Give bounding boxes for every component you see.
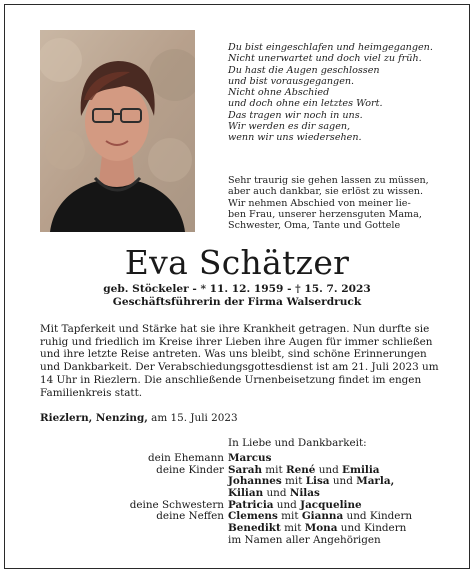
relative-name: Jacqueline [300,498,362,511]
intro-line: Wir nehmen Abschied von meiner lie- [228,197,411,209]
connector-text: im Namen aller Angehörigen [228,533,381,546]
family-relation: deine Schwestern [129,498,224,511]
relative-name: Emilia [342,463,380,476]
connector-text: mit [262,463,286,476]
connector-text: und [315,463,343,476]
connector-text: und Kindern [337,522,407,535]
relative-name: Marla, [356,475,395,488]
relative-name: Kilian [228,487,264,500]
body-line: und Dankbarkeit. Der Verabschiedungsgottesdienst ist am 21. Juli 2023 um [40,361,439,374]
family-list [0,453,474,547]
poem [228,42,448,144]
poem-line: wenn wir uns wiedersehen. [228,132,362,144]
date: am 15. Juli 2023 [147,412,238,424]
connector-text: und [329,475,357,488]
family-relation: deine Kinder [156,463,224,476]
intro-line: Schwester, Oma, Tante und Gottele [228,220,401,232]
connector-text: und Kindern [343,510,413,523]
family-relation: dein Ehemann [148,452,224,464]
occupation: Geschäftsführerin der Firma Walserdruck [112,296,362,308]
relative-name: René [285,463,316,476]
intro-line: ben Frau, unserer herzensguten Mama, [228,208,422,220]
relative-name: Benedikt [228,522,281,535]
relative-name: Lisa [305,475,330,488]
relative-name: Gianna [301,510,344,523]
connector-text: und [273,498,301,511]
connector-text: mit [277,510,302,523]
poem-line: Du bist eingeschlafen und heimgegangen. [228,42,433,53]
thanks-heading: In Liebe und Dankbarkeit: [228,437,367,449]
poem-line: und bist vorausgegangen. [228,75,355,87]
family-names [228,535,381,547]
body-line: ruhig und friedlich im Kreise ihrer Lieben ihre Augen für immer schließen [40,335,433,348]
family-row [0,535,474,547]
body-line: Familienkreis statt. [40,386,143,399]
intro-text [228,175,450,231]
poem-line: Nicht unerwartet und doch viel zu früh. [228,53,422,65]
portrait-photo [40,30,195,232]
relative-name: Patricia [228,498,274,511]
relative-name: Sarah [228,463,262,476]
poem-line: Nicht ohne Abschied [228,87,330,99]
body-line: Mit Tapferkeit und Stärke hat sie ihre Krankheit getragen. Nun durfte sie [40,323,430,335]
place-names: Riezlern, Nenzing, [40,412,148,424]
birth-death-dates: geb. Stöckeler - * 11. 12. 1959 - † 15. 7. 2023 [103,283,371,295]
body-text [40,323,438,399]
deceased-name: Eva Schätzer [124,243,350,282]
body-line: und ihre letzte Reise antreten. Was uns bleibt, sind schöne Erinnerungen [40,348,427,361]
intro-line: Sehr traurig sie gehen lassen zu müssen, [228,175,429,186]
connector-text: und [263,487,290,500]
poem-line: Das tragen wir noch in uns. [228,109,363,121]
intro-line: aber auch dankbar, sie erlöst zu wissen. [228,186,423,198]
body-line: 14 Uhr in Riezlern. Die anschließende Urnenbeisetzung findet im engen [40,373,422,386]
poem-line: Wir werden es dir sagen, [228,121,351,133]
connector-text: mit [280,522,305,535]
relative-name: Mona [304,522,338,535]
poem-line: Du hast die Augen geschlossen [228,64,380,76]
portrait-illustration [40,30,195,232]
relative-name: Johannes [228,475,282,488]
poem-line: und doch ohne ein letztes Wort. [228,98,383,110]
relative-name: Nilas [289,487,320,500]
place-and-date [40,412,238,424]
family-relation: deine Neffen [156,510,224,523]
relative-name: Marcus [228,452,272,464]
relative-name: Clemens [228,510,278,523]
connector-text: mit [281,475,306,488]
